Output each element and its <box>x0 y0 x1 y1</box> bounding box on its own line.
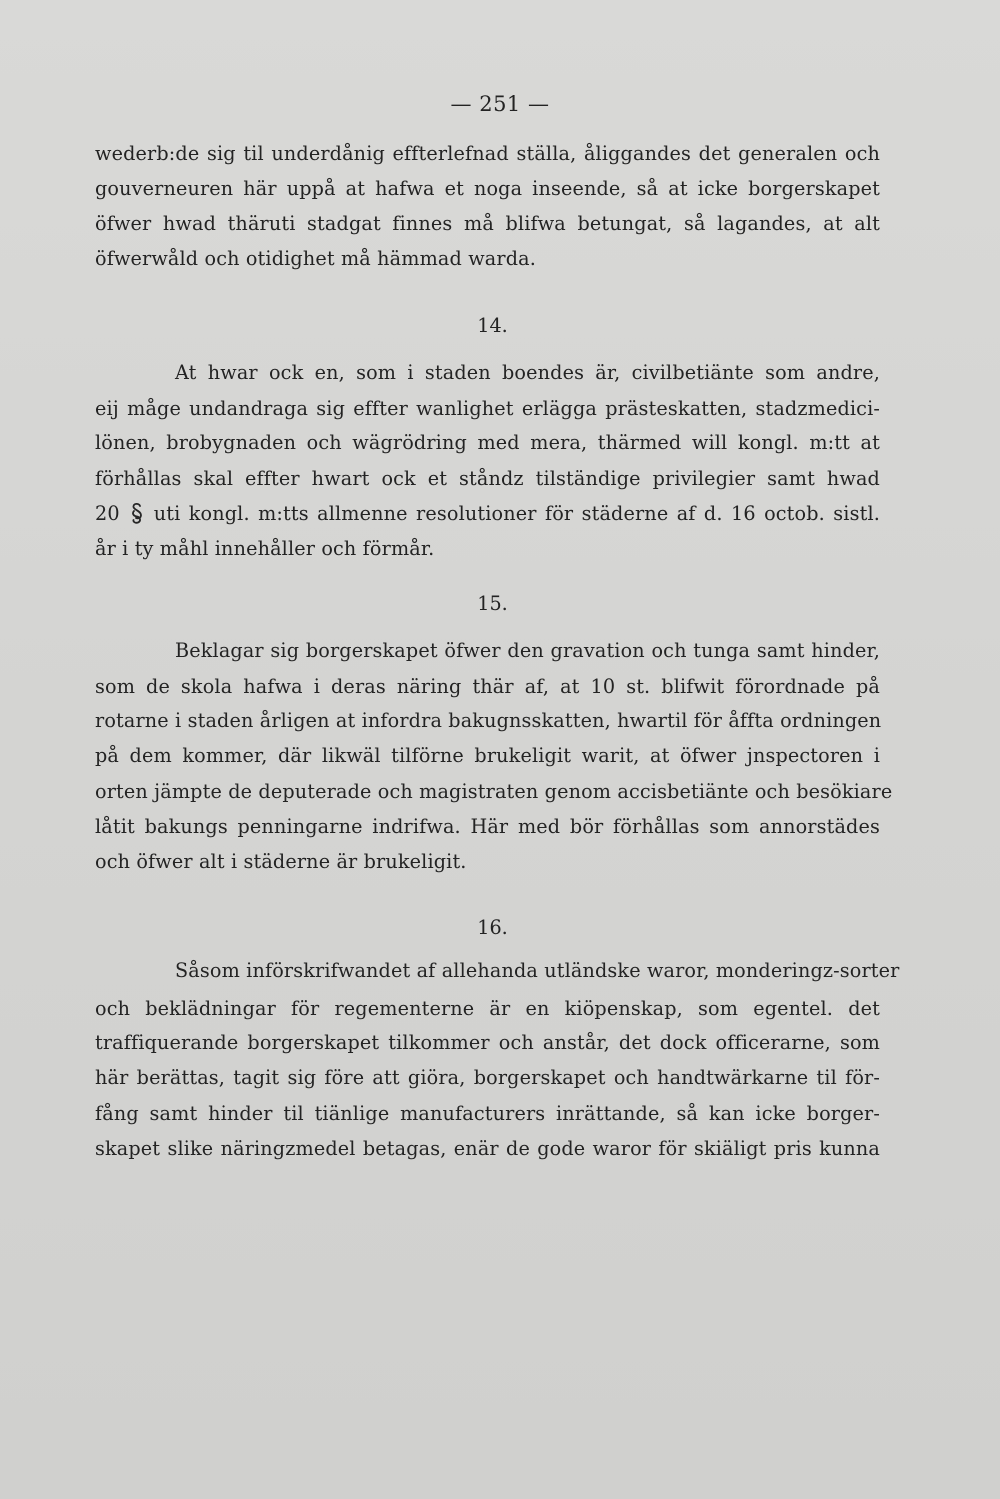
text-line: wederb:de sig til underdånig effterlefnad ställa, åliggandes det generalen och <box>95 142 880 165</box>
text-line: Såsom införskrifwandet af allehanda utländske waror, monderingz-sorter <box>175 959 900 982</box>
text-line: öfwerwåld och otidighet må hämmad warda. <box>95 247 536 270</box>
text-line: Beklagar sig borgerskapet öfwer den gravation och tunga samt hinder, <box>175 639 880 662</box>
text-line: lönen, brobygnaden och wägrödring med mera, thärmed will kongl. m:tt at <box>95 431 880 454</box>
text-line: traffiquerande borgerskapet tilkommer och anstår, det dock officerarne, som <box>95 1031 880 1054</box>
text-line: och öfwer alt i städerne är brukeligit. <box>95 850 467 873</box>
text-line: At hwar ock en, som i staden boendes är, civilbetiänte som andre, <box>175 361 880 384</box>
text-line: orten jämpte de deputerade och magistraten genom accisbetiänte och besökiare <box>95 780 893 803</box>
text-line: rotarne i staden årligen at infordra bakugnsskatten, hwartil för åffta ordningen <box>95 709 882 732</box>
text-fragment: 20 <box>95 502 120 525</box>
section-heading: 16. <box>477 916 508 939</box>
text-line: här berättas, tagit sig före att giöra, borgerskapet och handtwärkarne til för- <box>95 1066 880 1089</box>
text-line <box>95 502 880 526</box>
text-line: skapet slike näringzmedel betagas, enär de gode waror för skiäligt pris kunna <box>95 1137 880 1160</box>
text-line: som de skola hafwa i deras näring thär af, at 10 st. blifwit förordnade på <box>95 675 880 698</box>
text-line: och beklädningar för regementerne är en kiöpenskap, som egentel. det <box>95 997 880 1020</box>
section-heading: 14. <box>477 314 508 337</box>
text-line: låtit bakungs penningarne indrifwa. Här med bör förhållas som annorstädes <box>95 815 880 838</box>
text-line: öfwer hwad thäruti stadgat finnes må blifwa betungat, så lagandes, at alt <box>95 212 880 235</box>
text-fragment: uti kongl. m:tts allmenne resolutioner för städerne af d. 16 octob. sistl. <box>153 502 880 525</box>
text-line: förhållas skal effter hwart ock et ståndz tilständige privilegier samt hwad <box>95 467 880 490</box>
text-line: på dem kommer, där likwäl tilförne brukeligit warit, at öfwer jnspectoren i <box>95 744 880 767</box>
text-line: eij måge undandraga sig effter wanlighet erlägga prästeskatten, stadzmedici- <box>95 397 880 420</box>
text-line: år i ty måhl innehåller och förmår. <box>95 537 435 560</box>
section-heading: 15. <box>477 592 508 615</box>
text-line: gouverneuren här uppå at hafwa et noga inseende, så at icke borgerskapet <box>95 177 880 200</box>
page-number: — 251 — <box>450 92 550 116</box>
text-line: fång samt hinder til tiänlige manufacturers inrättande, så kan icke borger- <box>95 1102 880 1125</box>
